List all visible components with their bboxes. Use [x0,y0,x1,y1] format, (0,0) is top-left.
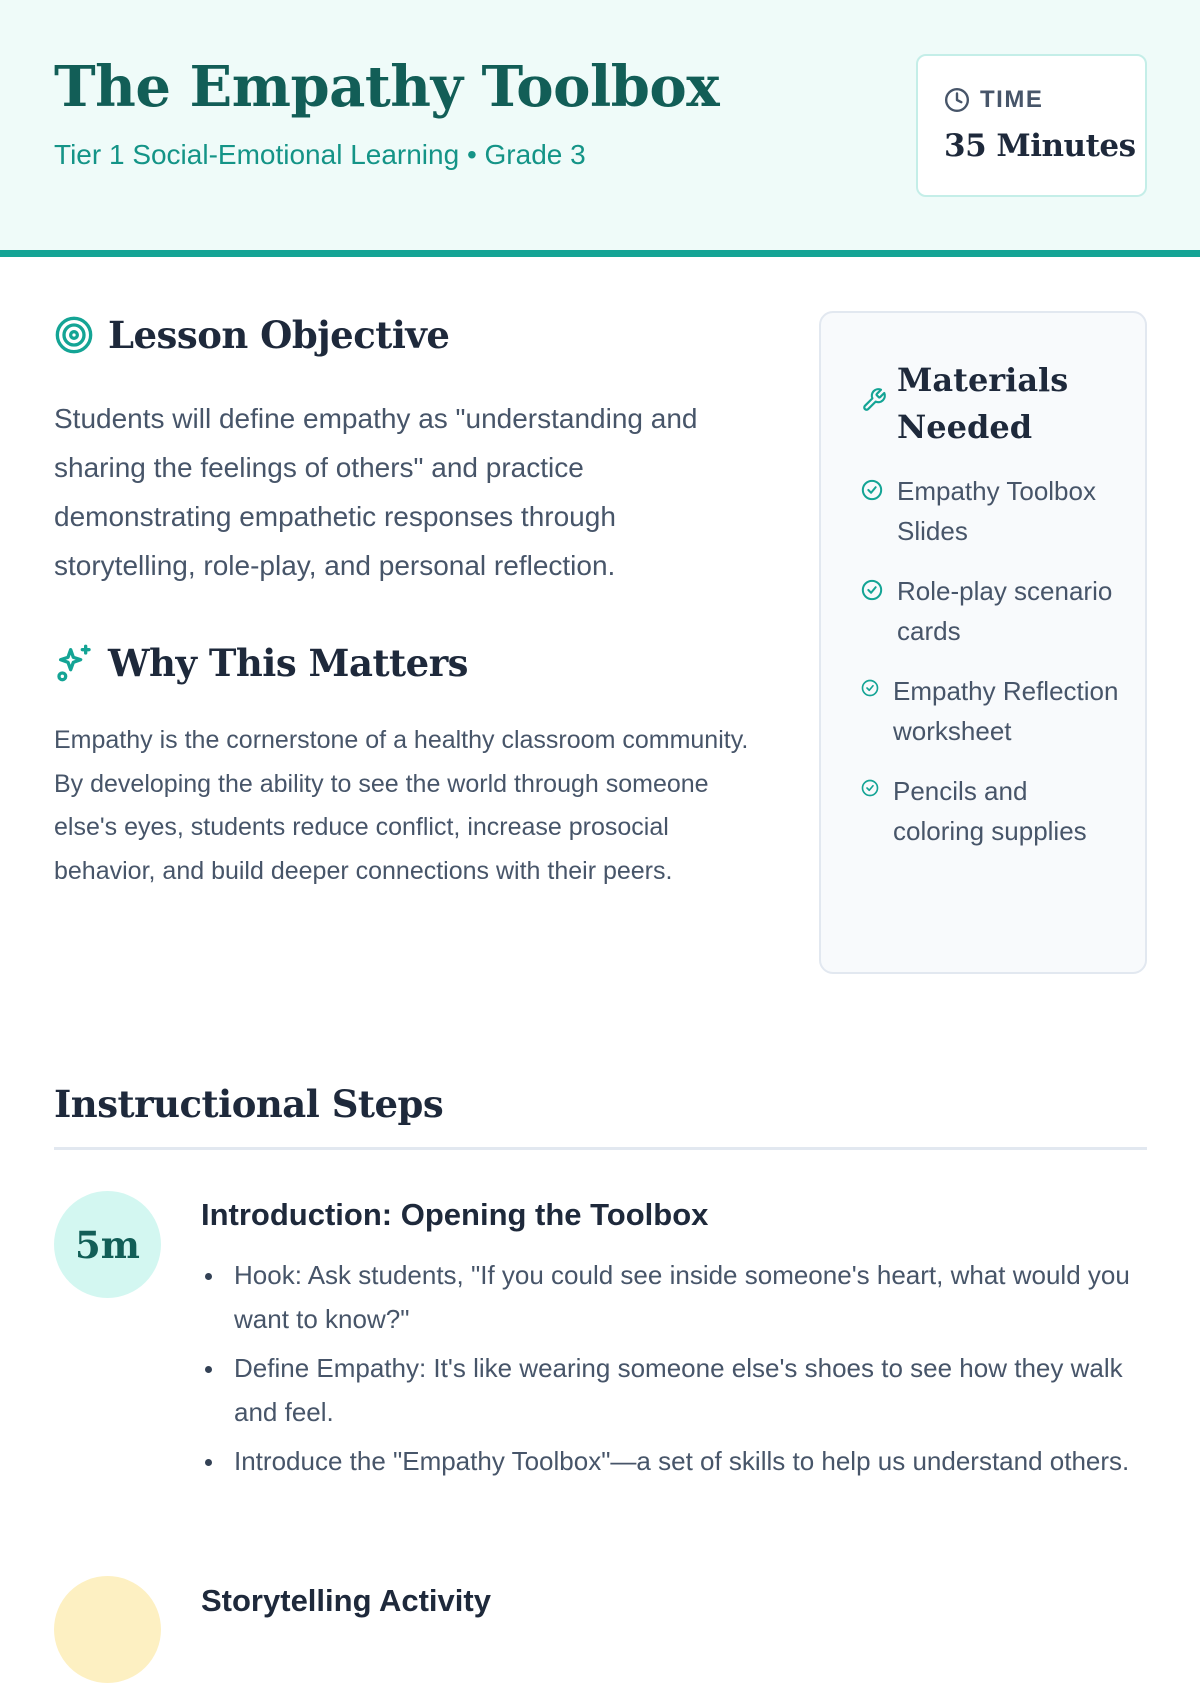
lesson-header [0,0,1200,257]
material-item [861,571,1121,651]
check-circle-icon [861,579,883,601]
wrench-icon [861,387,887,413]
why-text: Empathy is the cornerstone of a healthy classroom community. By developing the ability to see the world through someone else's eyes, students reduce conflict, increase prosocial behavior, and build deeper connections with their peers. [54,726,749,885]
why-heading-row [54,641,468,685]
materials-card [819,311,1147,974]
sparkles-icon [54,643,94,683]
check-circle-icon [861,779,879,797]
objective-text: Students will define empathy as "understanding and sharing the feelings of others" and practice demonstrating empathetic responses through storytelling, role-play, and personal reflection. [54,403,698,581]
step-duration-badge [54,1576,161,1683]
time-label-row [944,86,1043,114]
material-item-label: Role-play scenario cards [897,576,1113,646]
materials-heading: Materials Needed [897,361,1069,446]
materials-list [861,471,1121,871]
material-item-label: Pencils and coloring supplies [893,776,1087,846]
step-title: Storytelling Activity [201,1583,491,1618]
objective-heading: Lesson Objective [108,313,450,357]
objective-heading-row [54,313,449,357]
step-bullets [201,1254,1151,1490]
step-bullet: Define Empathy: It's like wearing someone else's shoes to see how they walk and feel. [201,1347,1151,1434]
steps-divider [54,1147,1147,1150]
why-heading: Why This Matters [108,641,469,685]
material-item-label: Empathy Reflection worksheet [893,676,1119,746]
material-item [861,671,1121,751]
step-bullet: Hook: Ask students, "If you could see inside someone's heart, what would you want to know?" [201,1254,1151,1341]
material-item-label: Empathy Toolbox Slides [897,476,1096,546]
material-item [861,771,1121,851]
step-bullet: Introduce the "Empathy Toolbox"—a set of skills to help us understand others. [201,1440,1151,1484]
steps-heading: Instructional Steps [54,1082,444,1126]
step-title: Introduction: Opening the Toolbox [201,1197,709,1232]
clock-icon [944,87,970,113]
time-label: TIME [980,86,1044,113]
check-circle-icon [861,679,879,697]
step-duration-badge: 5m [54,1191,161,1298]
material-item [861,471,1121,551]
page-title: The Empathy Toolbox [54,54,720,120]
check-circle-icon [861,479,883,501]
time-value: 35 Minutes [944,128,1136,164]
lesson-subtitle: Tier 1 Social-Emotional Learning • Grade 3 [54,139,586,170]
time-card [916,54,1147,197]
target-icon [54,315,94,355]
materials-heading-row [861,357,1097,451]
